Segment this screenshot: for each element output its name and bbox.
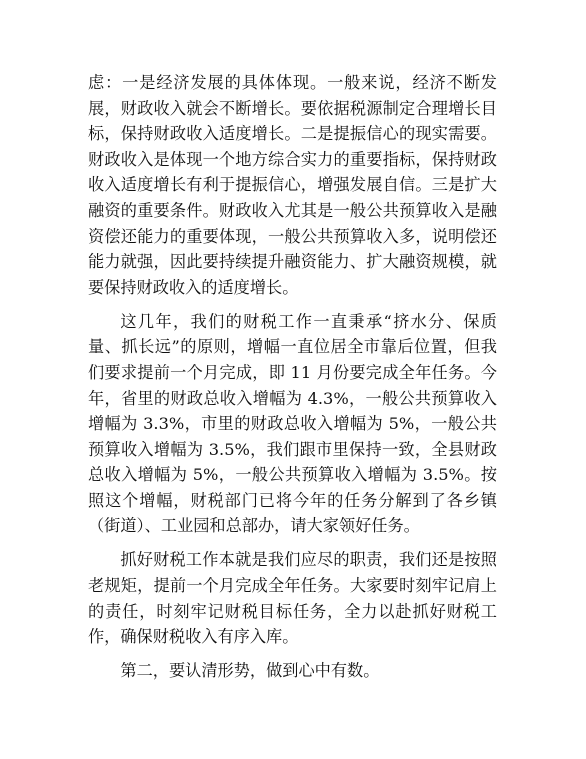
- paragraph-financial-targets: 这几年，我们的财税工作一直秉承“挤水分、保质量、抓长远”的原则，增幅一直位居全市靠后位置，但我们要求提前一个月完成，即 11 月份要完成全年任务。今年，省里的财政总收入增幅为 4.3%，一般公共预算收入增幅为 3.3%，市里的财政总收入增幅为 5%，一般公共预算收入增幅为 3.5%，我们跟市里保持一致，全县财政总收入增幅为 5%，一般公共预算收入增幅为 3.5%。按照这个增幅，财税部门已将今年的任务分解到了各乡镇（街道）、工业园和总部办，请大家领好任务。: [88, 311, 497, 536]
- paragraph-continuation: 虑：一是经济发展的具体体现。一般来说，经济不断发展，财政收入就会不断增长。要依据税源制定合理增长目标，保持财政收入适度增长。二是提振信心的现实需要。财政收入是体现一个地方综合实力的重要指标，保持财政收入适度增长有利于提振信心，增强发展自信。三是扩大融资的重要条件。财政收入尤其是一般公共预算收入是融资偿还能力的重要体现，一般公共预算收入多，说明偿还能力就强，因此要持续提升融资能力、扩大融资规模，就要保持财政收入的适度增长。: [88, 73, 497, 297]
- document-body: [88, 70, 497, 684]
- paragraph-section-heading: 第二，要认清形势，做到心中有数。: [120, 661, 380, 681]
- paragraph-responsibility: 抓好财税工作本就是我们应尽的职责，我们还是按照老规矩，提前一个月完成全年任务。大家要时刻牢记肩上的责任，时刻牢记财税目标任务，全力以赴抓好财税工作，确保财税收入有序入库。: [88, 550, 497, 647]
